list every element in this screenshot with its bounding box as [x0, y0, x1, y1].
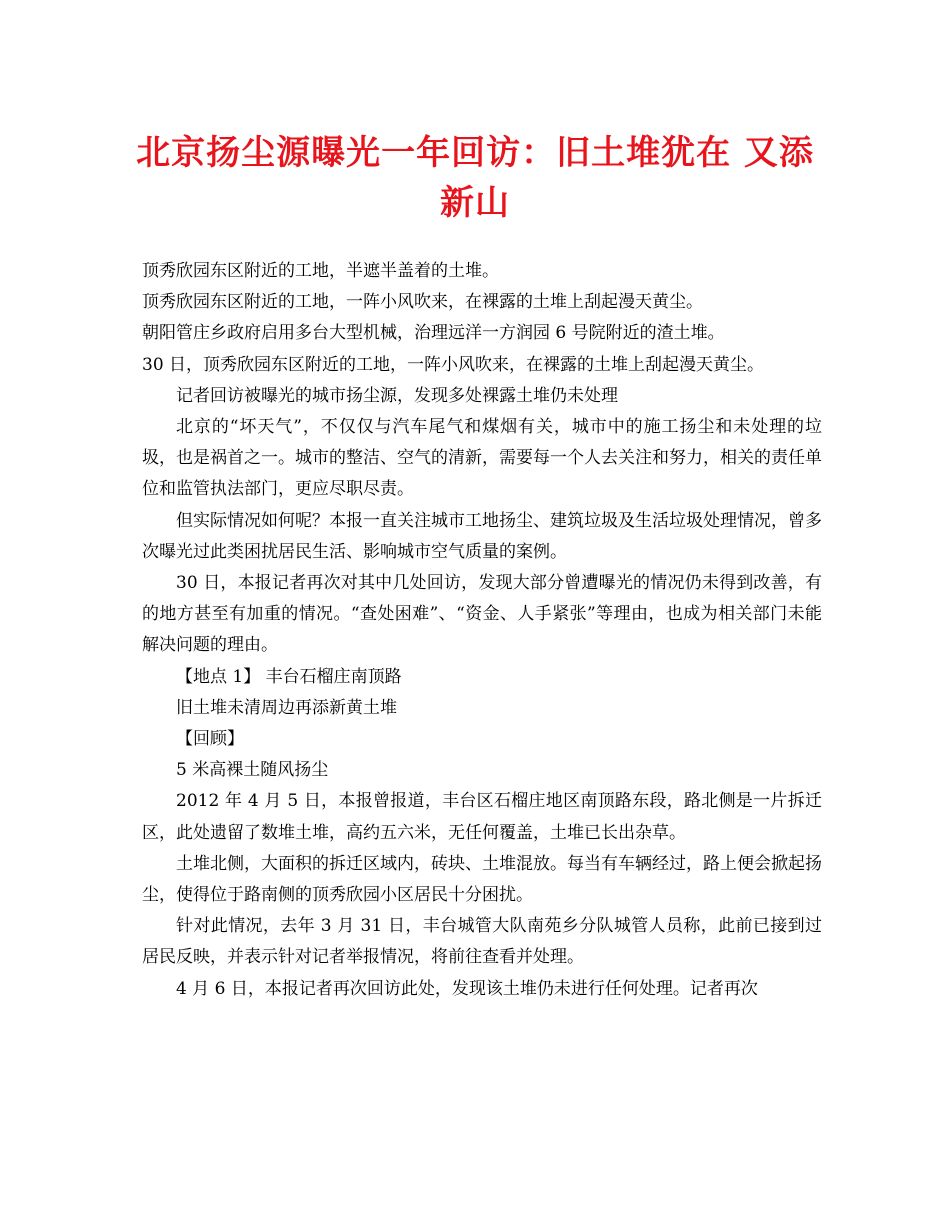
- section-subtitle: 旧土堆未清周边再添新黄土堆: [176, 697, 397, 718]
- paragraph: 30 日，本报记者再次对其中几处回访，发现大部分曾遭曝光的情况仍未得到改善，有的地方甚至有加重的情况。“查处困难”、“资金、人手紧张”等理由，也成为相关部门未能解决问题的理由。: [142, 573, 822, 656]
- review-subtitle: 5 米高裸土随风扬尘: [176, 760, 329, 781]
- article-title: [120, 128, 830, 228]
- paragraph: 针对此情况，去年 3 月 31 日，丰台城管大队南苑乡分队城管人员称，此前已接到过居民反映，并表示针对记者举报情况，将前往查看并处理。: [142, 916, 822, 968]
- paragraph: 但实际情况如何呢？本报一直关注城市工地扬尘、建筑垃圾及生活垃圾处理情况，曾多次曝光过此类困扰居民生活、影响城市空气质量的案例。: [142, 510, 822, 562]
- paragraph: 北京的“坏天气”，不仅仅与汽车尾气和煤烟有关，城市中的施工扬尘和未处理的垃圾，也是祸首之一。城市的整洁、空气的清新，需要每一个人去关注和努力，相关的责任单位和监管执法部门，更应尽职尽责。: [142, 417, 822, 500]
- article-title-line-2: 新山: [440, 183, 510, 223]
- caption-1: 顶秀欣园东区附近的工地，半遮半盖着的土堆。: [142, 261, 499, 281]
- caption-2: 顶秀欣园东区附近的工地，一阵小风吹来，在裸露的土堆上刮起漫天黄尘。: [142, 292, 703, 313]
- paragraph: 2012 年 4 月 5 日，本报曾报道，丰台区石榴庄地区南顶路东段，路北侧是一片拆迁区，此处遗留了数堆土堆，高约五六米，无任何覆盖，土堆已长出杂草。: [142, 791, 822, 843]
- article-body: [142, 256, 822, 1005]
- location-heading: 【地点 1】 丰台石榴庄南顶路: [176, 666, 402, 687]
- article-title-line-1: 北京扬尘源曝光一年回访：旧土堆犹在 又添: [136, 133, 814, 173]
- review-label: 【回顾】: [176, 729, 244, 750]
- paragraph: 4 月 6 日，本报记者再次回访此处，发现该土堆仍未进行任何处理。记者再次: [176, 978, 758, 999]
- subheading: 记者回访被曝光的城市扬尘源，发现多处裸露土堆仍未处理: [176, 385, 618, 406]
- caption-3: 朝阳管庄乡政府启用多台大型机械，治理远洋一方润园 6 号院附近的渣土堆。: [142, 323, 725, 344]
- paragraph: 土堆北侧，大面积的拆迁区域内，砖块、土堆混放。每当有车辆经过，路上便会掀起扬尘，使得位于路南侧的顶秀欣园小区居民十分困扰。: [142, 853, 822, 906]
- caption-4: 30 日，顶秀欣园东区附近的工地，一阵小风吹来，在裸露的土堆上刮起漫天黄尘。: [142, 354, 765, 375]
